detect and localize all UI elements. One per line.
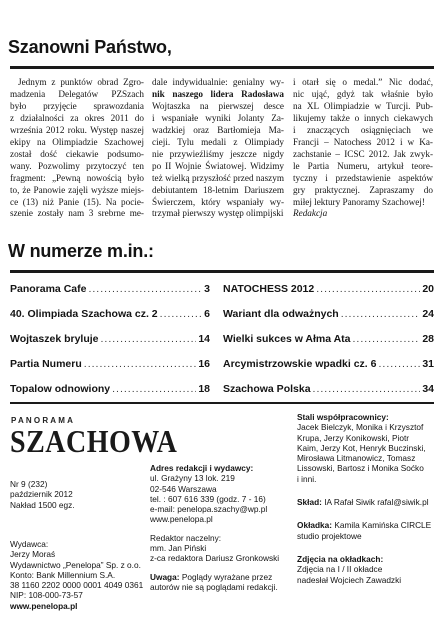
email-link[interactable]: e-mail: penelopa.szachy@wp.pl — [150, 504, 268, 515]
letter-line: Francji – Natochess 2012 i w Ka- — [293, 136, 433, 147]
letter-line: wany. Pozwolimy przytoczyć ten — [10, 160, 144, 171]
letter-line: nie przywieźliśmy jeszcze nigdy — [152, 148, 284, 159]
cover-label: Okładka: — [297, 520, 333, 531]
letter-line: został dość ciekawie podsumo- — [10, 148, 144, 159]
publisher-line: Wydawnictwo „Penelopa” Sp. z o.o. — [10, 559, 141, 570]
letter-line: na XL Olimpiadzie w Turcji. Pub- — [293, 100, 433, 111]
editor-line: Redaktor naczelny: — [150, 532, 222, 543]
toc-entry[interactable] — [10, 283, 210, 297]
toc-entry-page: 3 — [204, 283, 210, 295]
letter-line: zachstanie – ICSC 2012. Jak zwyk- — [293, 148, 433, 159]
toc-entry-page: 24 — [422, 308, 434, 320]
cover-value: Kamila Kamińska CIRCLE — [334, 520, 432, 531]
letter-line: i znaczących osiągnięciach we — [293, 124, 433, 135]
letter-line: wadzkiej oraz Bartłomieja Ma- — [152, 124, 284, 135]
issue-info — [10, 479, 135, 510]
collaborators-line: Kaim, Jerzy Kot, Henryk Buczinski, — [297, 442, 426, 453]
toc-entry-page: 31 — [422, 358, 434, 370]
publisher-line: Konto: Bank Millennium S.A. — [10, 569, 116, 580]
typesetting-label: Skład: — [297, 497, 322, 508]
toc-entry-page: 28 — [422, 333, 434, 345]
toc-entry[interactable] — [223, 333, 434, 347]
letter-line: Świerczem, który wspaniały wy- — [152, 196, 284, 207]
toc-entry-title: Partia Numeru — [10, 358, 82, 370]
letter-line: i otarł się o medal.” Nic dodać, — [293, 77, 433, 87]
photos-line: nadesłał Wojciech Zawadzki — [297, 574, 402, 585]
letter-line: po II Wojnie Światowej. Widzimy — [152, 160, 284, 171]
contents-title: W numerze m.in.: — [8, 241, 154, 261]
toc-entry[interactable] — [223, 308, 434, 322]
editor-line: z-ca redaktora Dariusz Gronkowski — [150, 553, 280, 564]
letter-column-1 — [10, 77, 144, 220]
toc-entry-page: 14 — [198, 333, 210, 345]
collaborators-line: Jacek Bielczyk, Monika i Krzysztof — [297, 422, 424, 433]
toc-entry-title: Panorama Cafe — [10, 283, 87, 295]
letter-line: ce (13) niż Panie (15). Na pocie- — [10, 196, 144, 207]
photos-heading: Zdjęcia na okładkach: — [297, 553, 384, 564]
publisher-heading: Wydawca: — [10, 539, 49, 549]
collaborators-heading: Stali współpracownicy: — [297, 412, 389, 422]
publisher-line: 38 1160 2202 0000 0001 4049 0361 — [10, 580, 144, 591]
address-line: ul. Grażyny 13 lok. 219 — [150, 473, 235, 484]
toc-entry-title: NATOCHESS 2012 — [223, 283, 315, 295]
disclaimer-text: Poglądy wyrażane przez — [181, 571, 273, 582]
letter-signature: Redakcja — [293, 208, 328, 219]
collaborators-line: Lissowski, Bartosz i Monika Soćko — [297, 463, 424, 474]
toc-entry-page: 6 — [204, 308, 210, 320]
toc-entry-title: Arcymistrzowskie wpadki cz. 6 — [223, 358, 377, 370]
toc-entry[interactable] — [10, 308, 210, 322]
letter-line: to, że Panowie zajęli wyższe miejs- — [10, 184, 144, 195]
divider-top — [10, 66, 434, 69]
collaborators-line: Krupa, Jerzy Konikowski, Piotr — [297, 432, 410, 443]
toc-entry[interactable] — [10, 358, 210, 372]
letter-line: miłej lektury Panoramy Szachowej! — [293, 196, 425, 207]
logo-panorama-text: PANORAMA — [11, 416, 76, 425]
collaborators-line: Mirosława Litmanowicz, Tomasz — [297, 453, 416, 464]
letter-line: szenie zostały nam 3 srebrne me- — [10, 208, 144, 219]
letter-line: trzymał pierwszy występ olimpijski — [152, 208, 284, 219]
logo-szachowa-text: SZACHOWA — [10, 425, 178, 460]
website-link[interactable]: www.penelopa.pl — [150, 514, 213, 525]
editor-line: mm. Jan Piński — [150, 543, 207, 554]
letter-line: było przyjęcie sprawozdania — [10, 100, 144, 111]
letter-line: Jednym z punktów obrad Zgro- — [18, 77, 144, 87]
issue-date: październik 2012 — [10, 489, 73, 500]
publisher-info — [10, 539, 145, 611]
issue-number: Nr 9 (232) — [10, 479, 48, 489]
letter-line: gry praktycznej. Zapraszamy do — [293, 184, 433, 195]
toc-entry[interactable] — [10, 383, 210, 397]
toc-entry[interactable] — [223, 358, 434, 372]
publisher-line: Jerzy Moraś — [10, 549, 56, 560]
toc-entry-page: 18 — [198, 383, 210, 395]
toc-entry[interactable] — [10, 333, 210, 347]
collaborators-line: i inni. — [297, 473, 317, 484]
publisher-line: NIP: 108-000-73-57 — [10, 590, 83, 601]
letter-line: września 2012 roku. Występ naszej — [10, 124, 144, 135]
address-heading: Adres redakcji i wydawcy: — [150, 463, 254, 473]
disclaimer-line — [150, 572, 292, 582]
typesetting-value: IA Rafał Siwik rafal@siwik.pl — [324, 497, 429, 508]
masthead-logo — [8, 410, 178, 460]
toc-entry[interactable] — [223, 283, 434, 297]
letter-column-2 — [152, 77, 284, 220]
photos-line: Zdjęcia na I / II okładce — [297, 564, 383, 575]
letter-line: tyczny i przedstawienie aspektów — [293, 172, 433, 183]
letter-line: nic ująć, gdyż tak właśnie było — [293, 88, 433, 99]
letter-line: i wspaniałe wyniki Jolanty Za- — [152, 112, 284, 123]
toc-entry-title: Wariant dla odważnych — [223, 308, 339, 320]
toc-entry-title: Wojtaszek bryluje — [10, 333, 99, 345]
divider-contents-bottom — [10, 402, 434, 404]
letter-line: z działalności za okres 2011 do — [10, 112, 144, 123]
letter-line: madzenia Delegatów PZSzach — [10, 88, 144, 99]
toc-entry[interactable] — [223, 383, 434, 397]
toc-entry-title: Wielki sukces w Ałma Ata — [223, 333, 351, 345]
letter-line: ekipy na Olimpiadzie Szachowej — [10, 136, 144, 147]
issue-circulation: Nakład 1500 egz. — [10, 499, 75, 510]
letter-line: nik naszego lidera Radosława — [152, 88, 284, 99]
letter-line: likujemy także o innych ciekawych — [293, 112, 433, 123]
letter-line: le Partia Numeru, artykuł teore- — [293, 160, 433, 171]
divider-contents — [10, 270, 434, 273]
toc-entry-title: Topalow odnowiony — [10, 383, 111, 395]
disclaimer-text: autorów nie są poglądami redakcji. — [150, 581, 278, 592]
address-line: tel. : 607 616 339 (godz. 7 - 16) — [150, 493, 266, 504]
greeting-title: Szanowni Państwo, — [8, 37, 172, 57]
letter-line: też wielką przyszłość przed naszym — [152, 172, 284, 183]
letter-line: cieji. Tylu medali z Olimpiady — [152, 136, 284, 147]
letter-column-3 — [293, 77, 433, 220]
toc-entry-title: Szachowa Polska — [223, 383, 311, 395]
address-line: 02-546 Warszawa — [150, 483, 217, 494]
letter-line: Wojtaszka na pierwszej desce — [152, 100, 284, 111]
toc-entry-page: 20 — [422, 283, 434, 295]
letter-line: debiutantem 18-letnim Dariuszem — [152, 184, 284, 195]
toc-entry-page: 34 — [422, 383, 434, 395]
staff-info — [297, 412, 435, 585]
cover-value: studio projektowe — [297, 530, 362, 541]
editorial-address — [150, 463, 292, 592]
letter-line: dale indywidualnie: genialny wy- — [152, 77, 284, 87]
disclaimer-label: Uwaga: — [150, 571, 180, 582]
toc-entry-title: 40. Olimpiada Szachowa cz. 2 — [10, 308, 158, 320]
letter-line: fragment: „Pewną nowością było — [10, 172, 144, 183]
publisher-website-link[interactable]: www.penelopa.pl — [10, 600, 78, 611]
toc-entry-page: 16 — [198, 358, 210, 370]
